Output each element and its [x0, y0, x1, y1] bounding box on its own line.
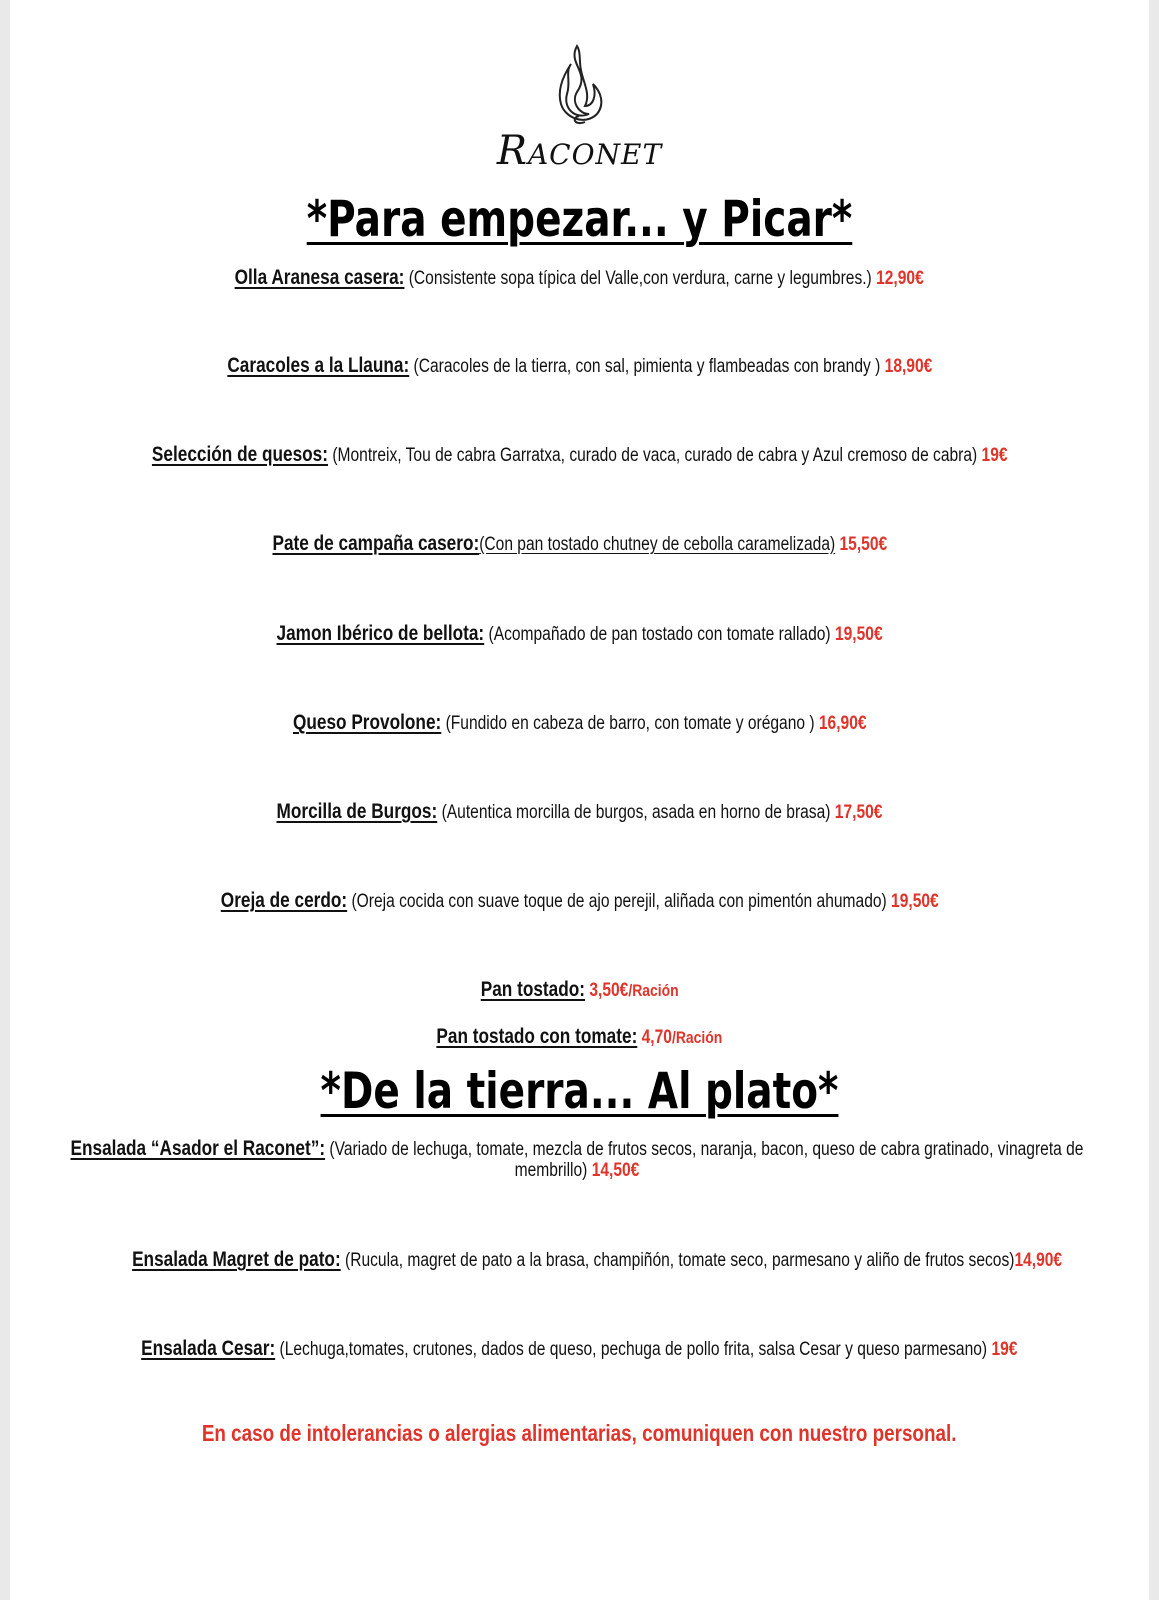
dish-price: 17,50€ — [834, 802, 883, 823]
dish-name: Ensalada Cesar: — [141, 1337, 276, 1360]
dish-price: 14,50€ — [591, 1160, 640, 1181]
dish-name: Pan tostado con tomate: — [436, 1025, 638, 1048]
dish-name: Queso Provolone: — [292, 711, 442, 734]
dish-name: Ensalada “Asador el Raconet”: — [70, 1137, 326, 1160]
menu-extra-item — [30, 978, 1129, 1003]
allergy-notice: En caso de intolerancias o alergias alimentarias, comuniquen con nuestro personal. — [202, 1420, 957, 1446]
dish-name: Oreja de cerdo: — [220, 889, 347, 912]
flame-icon — [545, 42, 615, 134]
price-unit: /Ración — [672, 1028, 723, 1047]
dish-description: (Consistente sopa típica del Valle,con verdura, carne y legumbres.) — [409, 268, 873, 289]
dish-name: Jamon Ibérico de bellota: — [276, 622, 485, 645]
dish-price: 16,90€ — [818, 713, 867, 734]
menu-item — [50, 1138, 1109, 1183]
dish-description: (Lechuga,tomates, crutones, dados de queso, pechuga de pollo frita, salsa Cesar y queso parmesano) — [279, 1339, 988, 1360]
menu-item — [30, 443, 1129, 468]
dish-name: Caracoles a la Llauna: — [227, 354, 409, 377]
dish-description: (Rucula, magret de pato a la brasa, champiñón, tomate seco, parmesano y aliño de frutos secos) — [345, 1250, 1015, 1271]
dish-name: Ensalada Magret de pato: — [132, 1248, 341, 1271]
dish-name: Morcilla de Burgos: — [276, 800, 438, 823]
dish-description: (Variado de lechuga, tomate, mezcla de frutos secos, naranja, bacon, queso de cabra gratinado, vinagreta de membrillo) — [329, 1139, 1084, 1181]
dish-description: (Autentica morcilla de burgos, asada en horno de brasa) — [441, 802, 831, 823]
dish-name: Pate de campaña casero: — [272, 532, 479, 555]
menu-item — [30, 354, 1129, 379]
menu-page — [10, 0, 1149, 1600]
dish-price: 14,90€ — [1014, 1250, 1063, 1271]
dish-price: 12,90€ — [876, 268, 925, 289]
section-title-starters: *Para empezar... y Picar* — [306, 190, 853, 248]
menu-item — [30, 711, 1129, 736]
dish-name: Pan tostado: — [480, 978, 585, 1001]
menu-item — [30, 1248, 1129, 1273]
dish-name: Olla Aranesa casera: — [234, 266, 405, 289]
menu-extra-item — [30, 1025, 1129, 1050]
dish-price: 19€ — [991, 1339, 1018, 1360]
dish-description: (Montreix, Tou de cabra Garratxa, curado de vaca, curado de cabra y Azul cremoso de cabra) — [332, 445, 977, 466]
dish-price: 18,90€ — [884, 356, 932, 377]
dish-price: 19€ — [981, 445, 1008, 466]
brand-name: Raconet — [496, 128, 663, 174]
dish-price: 4,70 — [641, 1027, 673, 1048]
dish-name: Selección de quesos: — [151, 443, 328, 466]
menu-item — [30, 800, 1129, 825]
dish-price: 3,50€ — [589, 980, 629, 1001]
dish-description: (Acompañado de pan tostado con tomate rallado) — [488, 624, 831, 645]
dish-price: 19,50€ — [834, 624, 883, 645]
menu-item — [30, 266, 1129, 291]
menu-item — [30, 889, 1129, 914]
menu-item — [30, 622, 1129, 647]
restaurant-logo — [10, 42, 1149, 182]
dish-description: (Con pan tostado chutney de cebolla caramelizada) — [478, 534, 835, 555]
dish-price: 19,50€ — [890, 891, 939, 912]
dish-price: 15,50€ — [839, 534, 887, 555]
price-unit: /Ración — [628, 981, 679, 1000]
dish-description: (Caracoles de la tierra, con sal, pimienta y flambeadas con brandy ) — [413, 356, 880, 377]
section-title-salads: *De la tierra... Al plato* — [320, 1062, 839, 1120]
menu-item — [30, 532, 1129, 557]
menu-item — [30, 1337, 1129, 1362]
dish-description: (Oreja cocida con suave toque de ajo perejil, aliñada con pimentón ahumado) — [351, 891, 887, 912]
dish-description: (Fundido en cabeza de barro, con tomate y orégano ) — [445, 713, 815, 734]
